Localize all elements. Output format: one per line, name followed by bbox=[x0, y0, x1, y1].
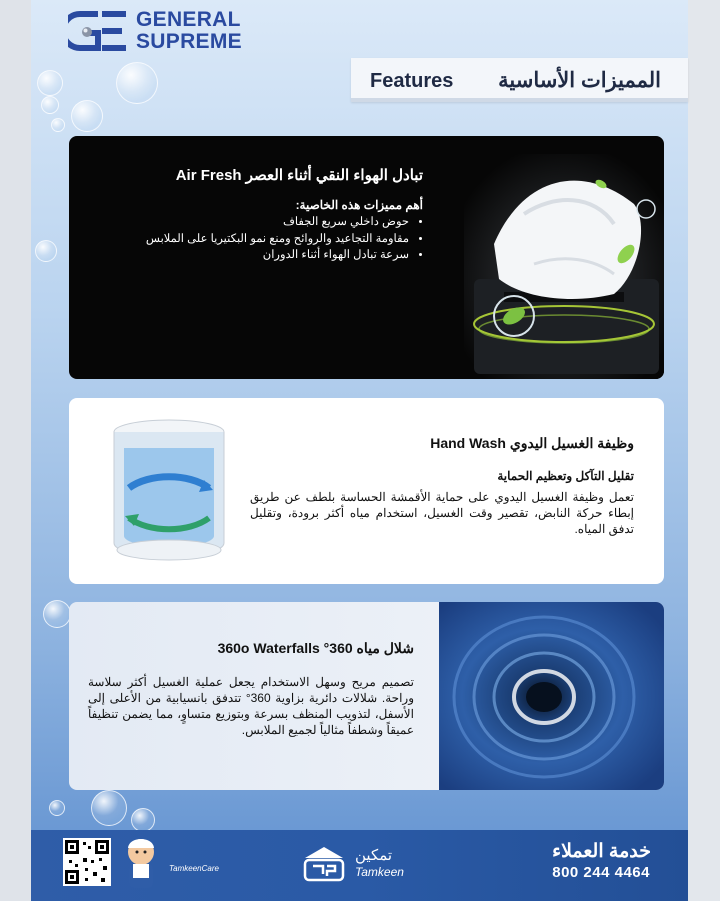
hand-wash-subtitle: تقليل التآكل وتعظيم الحماية bbox=[497, 469, 634, 483]
brand-line-2: SUPREME bbox=[136, 30, 242, 53]
water-vortex-image bbox=[439, 602, 664, 790]
footer-bar bbox=[31, 830, 688, 901]
washer-air-fresh-image bbox=[464, 154, 664, 379]
features-title-en: Features bbox=[370, 70, 454, 92]
hand-wash-body: تعمل وظيفة الغسيل اليدوي على حماية الأقمشة الحساسة بلطف عن طريق إبطاء حركة النابض، تقصير وقت الغسيل، استخدام مياه أكثر برودة، وتقليل تدفق المياه. bbox=[250, 490, 634, 536]
mascot-icon bbox=[119, 834, 163, 892]
bubble-decoration bbox=[51, 118, 65, 132]
air-fresh-subtitle: أهم مميزات هذه الخاصية: bbox=[295, 198, 423, 212]
bubble-decoration bbox=[91, 790, 127, 826]
tamkeen-logo-icon bbox=[301, 844, 347, 884]
hand-wash-card bbox=[69, 398, 664, 584]
page-right-margin bbox=[688, 0, 720, 901]
bubble-decoration bbox=[43, 600, 71, 628]
list-item: • حوض داخلي سريع الجفاف bbox=[146, 214, 409, 231]
bubble-decoration bbox=[41, 96, 59, 114]
mascot-brand-label: TamkeenCare bbox=[169, 864, 219, 873]
bubble-decoration bbox=[116, 62, 158, 104]
waterfalls-body: تصميم مريح وسهل الاستخدام يجعل عملية الغسيل أكثر سلاسة وراحة. شلالات دائرية بزاوية 360° تتدفق بانسيابية من الأعلى إلى الأسفل، لتذويب المنظف بسرعة وبتوزيع متساوٍ، مما يضمن تنظيفاً عميقاً وشطفاً مثالياً لجميع الملابس. bbox=[88, 675, 414, 737]
air-fresh-list bbox=[146, 214, 423, 264]
bubble-decoration bbox=[131, 808, 155, 832]
washer-drum-image bbox=[109, 418, 229, 563]
air-fresh-card bbox=[69, 136, 664, 379]
list-item: • سرعة تبادل الهواء أثناء الدوران bbox=[146, 247, 409, 264]
waterfalls-card bbox=[69, 602, 664, 790]
page-left-margin bbox=[0, 0, 31, 901]
brand-line-1: GENERAL bbox=[136, 8, 241, 31]
bubble-decoration bbox=[49, 800, 65, 816]
hand-wash-title: وظيفة الغسيل اليدوي Hand Wash bbox=[430, 435, 634, 451]
qr-code-icon bbox=[63, 838, 111, 886]
customer-service-label: خدمة العملاء bbox=[552, 841, 651, 862]
air-fresh-title: تبادل الهواء النقي أثناء العصر Air Fresh bbox=[175, 167, 423, 184]
tamkeen-name-ar: تمكين bbox=[355, 847, 393, 864]
gs-logo-icon bbox=[68, 10, 130, 52]
features-header bbox=[351, 58, 688, 102]
customer-service-phone[interactable]: 800 244 4464 bbox=[552, 864, 650, 881]
list-item: • مقاومة التجاعيد والروائح ومنع نمو البكتيريا على الملابس bbox=[146, 231, 409, 248]
tamkeen-name-en: Tamkeen bbox=[355, 865, 404, 879]
bubble-decoration bbox=[37, 70, 63, 96]
waterfalls-title: شلال مياه 360° 360o Waterfalls bbox=[217, 640, 414, 656]
brand-logo bbox=[68, 9, 242, 53]
bubble-decoration bbox=[35, 240, 57, 262]
bubble-decoration bbox=[71, 100, 103, 132]
features-title-ar: المميزات الأساسية bbox=[498, 69, 661, 92]
